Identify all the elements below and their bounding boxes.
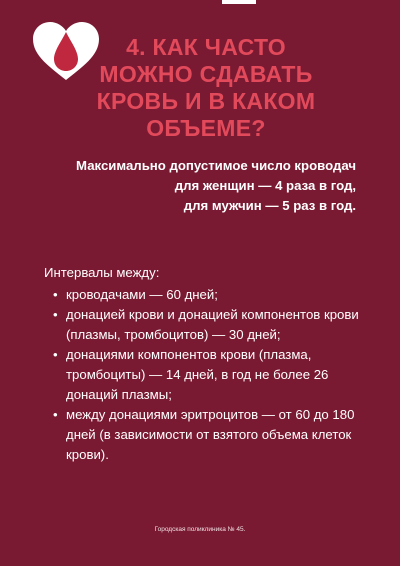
intervals-heading: Интервалы между: [44, 265, 160, 280]
list-item [44, 405, 364, 465]
bullet-icon: • [53, 347, 58, 362]
list-item [44, 285, 364, 305]
summary-line-men: для мужчин — 5 раз в год. [183, 198, 356, 213]
list-item-text: донацией крови и донацией компонентов крови (плазмы, тромбоцитов) — 30 дней; [66, 307, 359, 342]
bullet-icon: • [53, 287, 58, 302]
list-item [44, 345, 364, 405]
list-item-text: кроводачами — 60 дней; [66, 287, 218, 302]
page-title: 4. КАК ЧАСТО МОЖНО СДАВАТЬ КРОВЬ И В КАКОМ ОБЪЕМЕ? [96, 34, 316, 141]
footer-clinic-name: Городская поликлиника № 45. [154, 526, 246, 533]
list-item-text: между донациями эритроцитов — от 60 до 180 дней (в зависимости от взятого объема клеток крови). [66, 407, 355, 462]
summary-line-women: для женщин — 4 раза в год, [174, 178, 356, 193]
summary-line: Максимально допустимое число кроводач [76, 158, 356, 173]
bullet-icon: • [53, 307, 58, 322]
intervals-section [44, 263, 364, 465]
list-item [44, 305, 364, 345]
top-tab-decoration [222, 0, 256, 4]
intervals-list [44, 285, 364, 465]
list-item-text: донациями компонентов крови (плазма, тромбоциты) — 14 дней, в год не более 26 донаций плазмы; [66, 347, 329, 402]
donation-limit-summary [26, 156, 356, 216]
bullet-icon: • [53, 407, 58, 422]
